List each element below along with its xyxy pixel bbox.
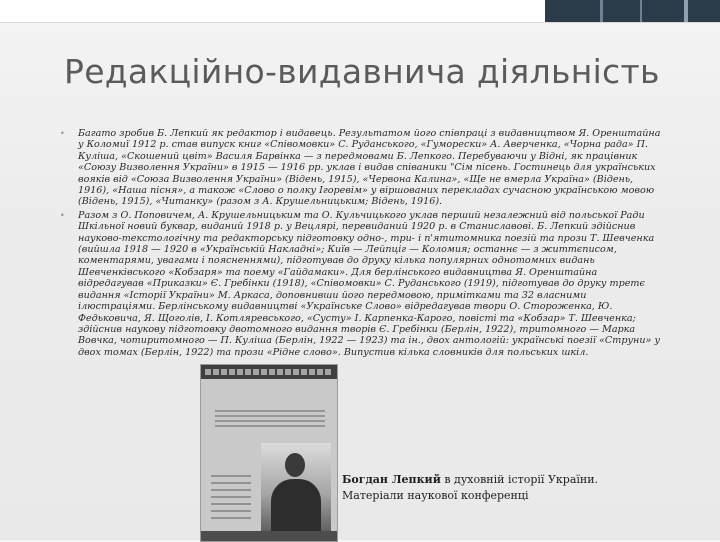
portrait-body <box>271 479 321 535</box>
caption-line-2: Матеріали наукової конференці <box>342 489 529 502</box>
bullet-item-editor <box>60 128 665 208</box>
bullet-text: Багато зробив Б. Лепкий як редактор і видавець. Результатом його співпраці з видавництвом Я. Оренштайна у Коломиї 1912 р. став випуск книг «Співомовки» С. Руданського, «Гуморески» А. Аверченка, «Чорна рада» П. Куліша, «Скошений цвіт» Василя Барвінка — з передмовами Б. Лепкого. Перебуваючи у Відні, як працівник «Союзу Визволення України» в 1915 — 1916 рр. уклав і видав співаники "Сім пісень. Гостинець для українських вояків від «Союза Визволення України» (Відень, 1915), «Червона Калина», «Ще не вмерла Україна» (Відень, 1916), «Наша пісня», а також «Слово о полку Ігоревім» у віршованих перекладах сучасною українською мовою (Відень, 1915), «Читанку» (разом з А. Крушельницьким; Відень, 1916). <box>78 128 661 208</box>
bullet-list <box>60 128 665 358</box>
bullet-dot-icon: • <box>60 210 65 220</box>
slide-title: Редакційно-видавнича діяльність <box>64 52 660 91</box>
bullet-dot-icon: • <box>60 129 65 138</box>
cover-side-text <box>211 475 251 520</box>
portrait-head <box>285 453 305 477</box>
top-decorative-bar <box>0 0 720 22</box>
book-cover-image <box>200 364 338 542</box>
cover-portrait-photo <box>261 443 331 535</box>
cover-title-block <box>215 410 325 428</box>
book-caption <box>342 472 682 504</box>
top-bar-stripe <box>640 0 642 22</box>
caption-line-1 <box>342 472 682 488</box>
header-divider <box>0 22 720 23</box>
caption-line-1-rest: в духовній історії України. <box>440 473 599 486</box>
top-bar-stripe <box>600 0 603 22</box>
top-bar-dark-block <box>545 0 720 22</box>
caption-author-name: Богдан Лепкий <box>342 473 441 486</box>
bullet-text: Разом з О. Поповичем, А. Крушельницьким та О. Кульчицького уклав перший незалежний від польської Ради Шкільної новий буквар, виданий 1918 р. у Вецлярі, перевиданий 1920 р. в Станиславові. Б. Лепкий здійснив науково-текстологічну та редакторську підготовку одно-, три- і п'ятитомника поезій та прози Т. Шевченка (вийшла 1918 — 1920 в «Українській Накладні»; Київ — Лейпціг — Коломия; останнє — з життєписом, коментарями, увагами і поясненнями), підготував до друку кілька популярних однотомних видань Шевченківського «Кобзаря» та поему «Гайдамаки». Для берлінського видавництва Я. Оренштайна відредагував «Приказки» Є. Гребінки (1918), «Співомовки» С. Руданського (1919), підготував до друку третє видання «Історії України» М. Аркаса, доповнивши його передмовою, примітками та 32 власними ілюстраціями. Берлінському видавництві «Українське Слово» відредагував твори О. Стороженка, Ю. Федьковича, Я. Щоголів, І. Котляревського, «Сусту» І. Карпенка-Карого, повісті та «Кобзар» Т. Шевченка; здійснив наукову підготовку двотомного видання творів Є. Гребінки (Берлін, 1922), тритомного — Марка Вовчка, чотиритомного — П. Куліша (Берлін, 1922 — 1923) та ін., двох антологій: українські поезії «Струни» у двох томах (Берлін, 1922) та прози «Рідне слово». Випустив кілька словників для польських шкіл. <box>78 209 661 358</box>
bullet-item-textbooks <box>60 210 665 358</box>
top-bar-stripe <box>684 0 688 22</box>
cover-header-text <box>205 369 333 375</box>
